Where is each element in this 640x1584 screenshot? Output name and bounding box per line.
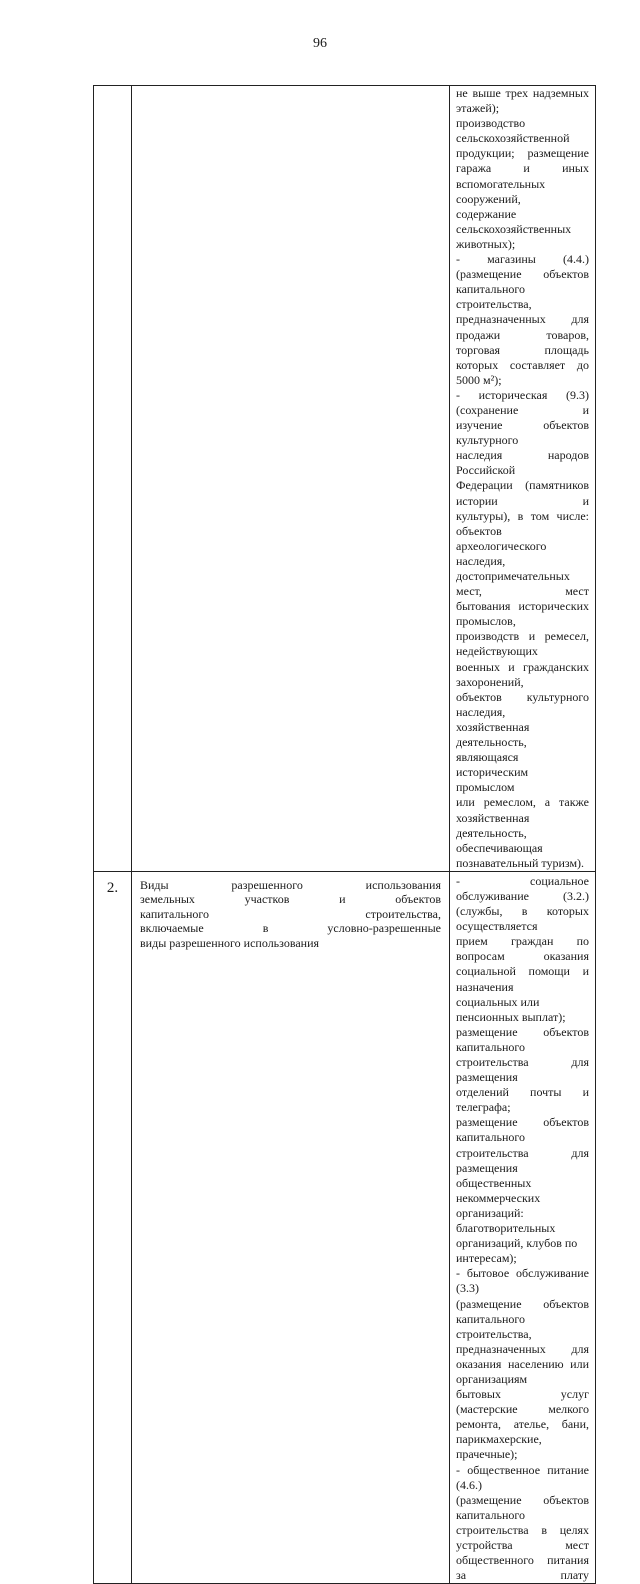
uses-line: отделений почты и телеграфа; [456, 1085, 589, 1115]
uses-line: социальных или пенсионных выплат); [456, 994, 566, 1024]
uses-line: размещение объектов капитального [456, 1024, 589, 1054]
uses-line: (службы, в которых осуществляется [456, 904, 589, 934]
description-line: включаемые в условно-разрешенные [140, 921, 441, 936]
uses-line: строительства для размещения [456, 1145, 589, 1175]
uses-line: наследия народов Российской [456, 448, 589, 478]
uses-line: Федерации (памятников истории и [456, 478, 589, 508]
row-description-cell [132, 86, 450, 872]
uses-line: производств и ремесел, недействующих [456, 629, 589, 659]
uses-line: познавательный туризм). [456, 855, 585, 870]
uses-line: капитального строительства, [456, 282, 532, 312]
uses-line: археологического наследия, [456, 538, 547, 568]
uses-line: прачечные); [456, 1447, 518, 1462]
zoning-table [93, 85, 596, 1584]
uses-line: содержание сельскохозяйственных [456, 206, 572, 236]
description-line: капитального строительства, [140, 906, 441, 921]
uses-line: животных); [456, 236, 516, 251]
uses-line: изучение объектов культурного [456, 418, 589, 448]
uses-line: строительства для размещения [456, 1055, 589, 1085]
uses-line: культуры), в том числе: объектов [456, 508, 589, 538]
uses-line: бытования исторических промыслов, [456, 599, 589, 629]
uses-line: - общественное питание (4.6.) [456, 1462, 589, 1492]
uses-line: являющаяся историческим промыслом [456, 750, 529, 795]
uses-line: не выше трех надземных этажей); [456, 86, 589, 116]
uses-line: производство сельскохозяйственной [456, 116, 570, 146]
row-number-cell: 2. [94, 871, 132, 1583]
uses-line: объектов культурного наследия, [456, 689, 589, 719]
uses-line: организаций, клубов по интересам); [456, 1236, 578, 1266]
page-number: 96 [313, 36, 327, 51]
row-uses-cell [450, 86, 596, 872]
row-number-cell [94, 86, 132, 872]
uses-line: деятельность, обеспечивающая [456, 825, 543, 855]
table-row [94, 871, 596, 1583]
uses-line: торговая площадь которых составляет до [456, 342, 589, 372]
description-line: земельных участков и объектов [140, 892, 441, 907]
uses-line: социальной помощи и назначения [456, 964, 589, 994]
uses-line: (размещение объектов капитального [456, 1492, 589, 1522]
uses-line: военных и гражданских захоронений, [456, 659, 589, 689]
uses-line: организаций: благотворительных [456, 1205, 556, 1236]
table-row [94, 86, 596, 872]
uses-line: достопримечательных мест, мест [456, 569, 589, 599]
uses-line: вспомогательных сооружений, [456, 176, 546, 206]
uses-line: предназначенных для продажи товаров, [456, 312, 589, 342]
uses-line: общественного питания за плату [456, 1553, 589, 1583]
uses-line: строительства, предназначенных для [456, 1326, 589, 1356]
row-uses-cell [450, 871, 596, 1583]
description-line: виды разрешенного использования [140, 935, 320, 950]
uses-line: прием граждан по вопросам оказания [456, 934, 589, 964]
uses-line: 5000 м²); [456, 372, 502, 387]
uses-line: оказания населению или организациям [456, 1356, 589, 1386]
uses-line: бытовых услуг (мастерские мелкого [456, 1387, 589, 1417]
uses-line: или ремеслом, а также хозяйственная [456, 795, 589, 825]
uses-line: (размещение объектов капитального [456, 1296, 589, 1326]
description-line: Виды разрешенного использования [140, 877, 441, 892]
row-description-cell [132, 871, 450, 1583]
uses-line: - историческая (9.3) (сохранение и [456, 387, 589, 417]
uses-line: строительства в целях устройства мест [456, 1522, 589, 1552]
uses-line: ремонта, ателье, бани, парикмахерские, [456, 1417, 589, 1447]
uses-line: продукции; размещение гаража и иных [456, 146, 589, 176]
uses-line: - бытовое обслуживание (3.3) [456, 1266, 589, 1296]
uses-line: - социальное обслуживание (3.2.) [456, 873, 589, 903]
uses-line: размещение объектов капитального [456, 1115, 589, 1145]
uses-line: общественных некоммерческих [456, 1175, 541, 1205]
uses-line: хозяйственная деятельность, [456, 719, 530, 750]
uses-line: - магазины (4.4.) (размещение объектов [456, 252, 589, 282]
